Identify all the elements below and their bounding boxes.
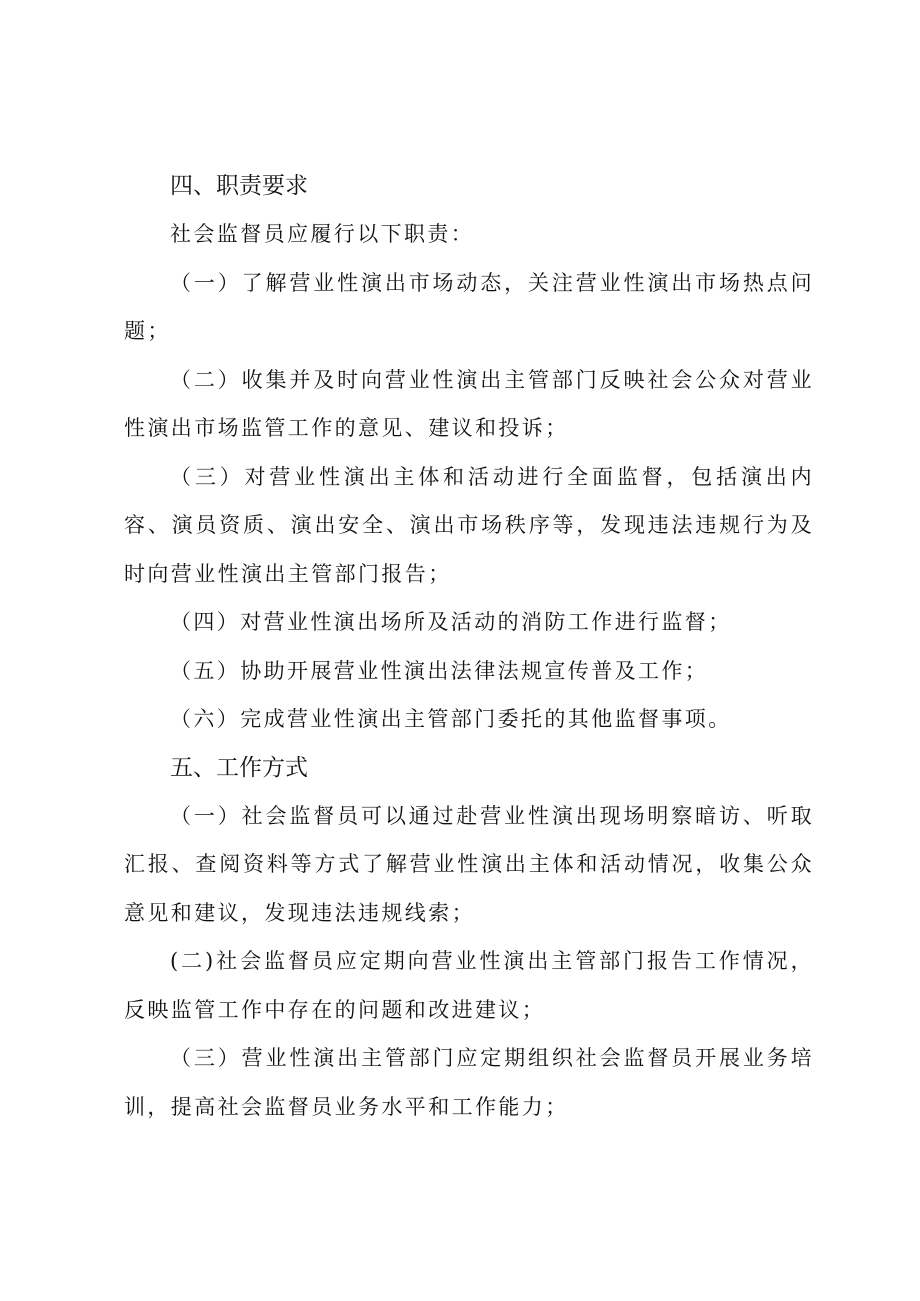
duty-item-3: （三）对营业性演出主体和活动进行全面监督，包括演出内容、演员资质、演出安全、演出市场秩序等，发现违法违规行为及时向营业性演出主管部门报告； (124, 464, 814, 586)
section-heading-duties: 四、职责要求 (170, 173, 308, 199)
duties-intro: 社会监督员应履行以下职责： (170, 222, 475, 246)
document-body (124, 162, 814, 1131)
method-item-3: （三）营业性演出主管部门应定期组织社会监督员开展业务培训，提高社会监督员业务水平和工作能力； (124, 1046, 814, 1119)
method-item-2: (二)社会监督员应定期向营业性演出主管部门报告工作情况，反映监管工作中存在的问题和改进建议； (124, 949, 814, 1022)
duty-item-6: （六）完成营业性演出主管部门委托的其他监督事项。 (170, 707, 732, 731)
duty-item-1: （一）了解营业性演出市场动态，关注营业性演出市场热点问题； (124, 270, 814, 343)
duty-item-5: （五）协助开展营业性演出法律法规宣传普及工作； (170, 658, 709, 683)
duty-item-2: （二）收集并及时向营业性演出主管部门反映社会公众对营业性演出市场监管工作的意见、建议和投诉； (124, 367, 814, 440)
duty-item-4: （四）对营业性演出场所及活动的消防工作进行监督； (170, 610, 732, 634)
method-item-1: （一）社会监督员可以通过赴营业性演出现场明察暗访、听取汇报、查阅资料等方式了解营业性演出主体和活动情况，收集公众意见和建议，发现违法违规线索； (124, 803, 814, 925)
section-heading-working-methods: 五、工作方式 (170, 754, 308, 781)
